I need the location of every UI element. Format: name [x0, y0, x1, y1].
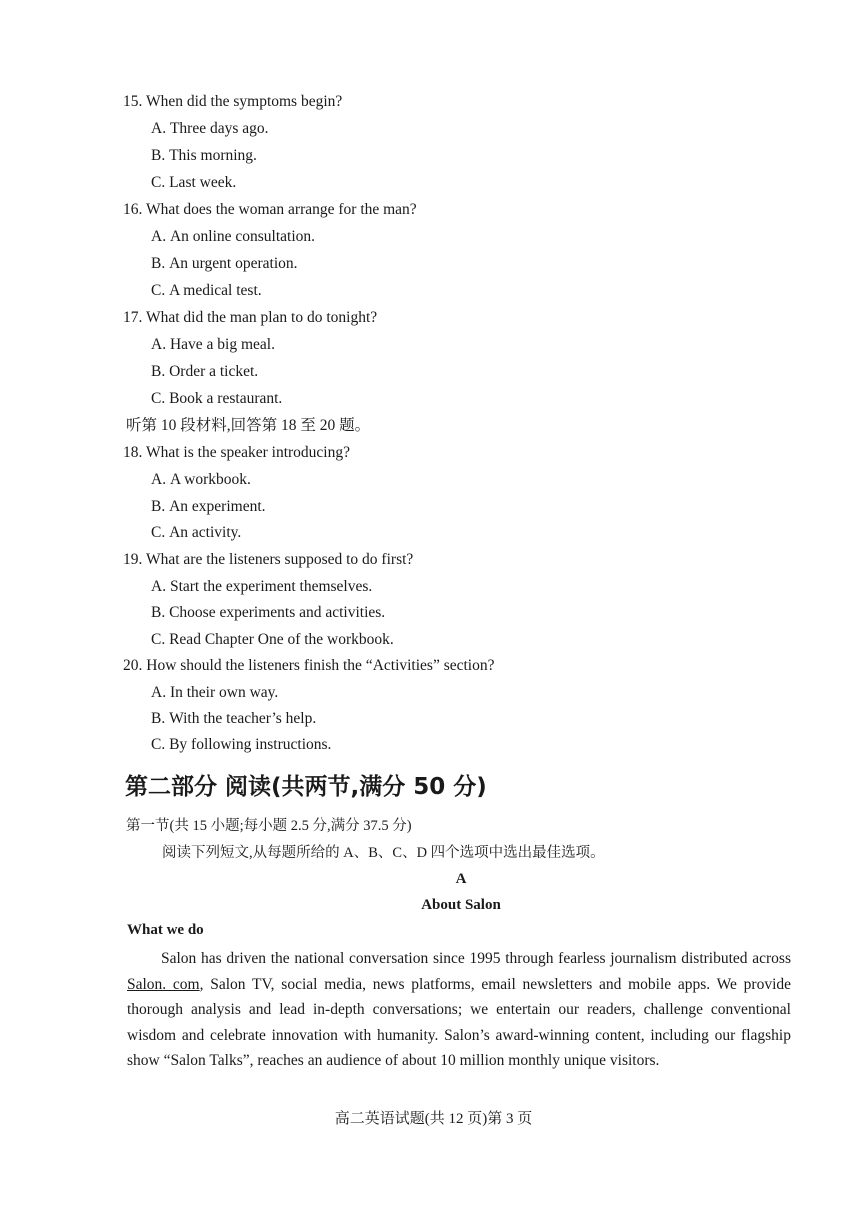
page-footer: 高二英语试题(共 12 页)第 3 页 [334, 1111, 533, 1127]
question-number: 20. [123, 657, 143, 674]
option-text: Order a ticket. [169, 363, 259, 380]
question-number: 17. [123, 309, 143, 326]
option-label: B. [151, 255, 166, 272]
option-label: A. [151, 228, 167, 245]
part-two-title: 第二部分 阅读(共两节,满分 50 分) [125, 774, 487, 800]
section-one-title: 第一节(共 15 小题;每小题 2.5 分,满分 37.5 分) [126, 818, 412, 834]
question-17 [123, 308, 377, 328]
option-label: C. [151, 524, 166, 541]
option-15-a [151, 119, 269, 139]
question-number: 19. [123, 551, 143, 568]
option-text: With the teacher’s help. [169, 710, 317, 727]
option-19-b [151, 603, 385, 623]
option-label: B. [151, 498, 166, 515]
option-label: B. [151, 604, 166, 621]
option-text: Book a restaurant. [169, 390, 283, 407]
question-20 [123, 656, 495, 676]
option-15-b [151, 146, 257, 166]
question-16 [123, 200, 417, 220]
option-16-b [151, 254, 298, 274]
question-text: What did the man plan to do tonight? [145, 309, 378, 326]
passage-title: About Salon [421, 897, 501, 913]
option-text: In their own way. [169, 684, 279, 701]
option-18-c [151, 523, 241, 543]
option-18-a [151, 470, 251, 490]
passage-paragraph [127, 946, 791, 1074]
option-label: B. [151, 710, 166, 727]
question-text: When did the symptoms begin? [145, 93, 343, 110]
option-label: A. [151, 336, 167, 353]
question-19 [123, 550, 413, 570]
question-number: 18. [123, 444, 143, 461]
salon-link[interactable]: Salon. com [127, 975, 200, 993]
option-16-c [151, 281, 262, 301]
section-one-instruction: 阅读下列短文,从每题所给的 A、B、C、D 四个选项中选出最佳选项。 [162, 845, 605, 861]
question-15 [123, 92, 342, 112]
option-label: B. [151, 147, 166, 164]
option-text: Have a big meal. [169, 336, 275, 353]
option-19-a [151, 577, 372, 597]
option-label: A. [151, 684, 167, 701]
option-text: A workbook. [169, 471, 251, 488]
option-19-c [151, 630, 394, 650]
option-text: A medical test. [169, 282, 262, 299]
option-text: An urgent operation. [169, 255, 298, 272]
question-number: 16. [123, 201, 143, 218]
option-17-c [151, 389, 282, 409]
option-20-a [151, 683, 278, 703]
option-17-b [151, 362, 258, 382]
option-label: A. [151, 471, 167, 488]
option-label: C. [151, 390, 166, 407]
option-20-b [151, 709, 316, 729]
option-18-b [151, 497, 266, 517]
option-text: Choose experiments and activities. [169, 604, 386, 621]
option-15-c [151, 173, 236, 193]
question-text: What does the woman arrange for the man? [145, 201, 417, 218]
option-label: B. [151, 363, 166, 380]
option-text: Start the experiment themselves. [169, 578, 373, 595]
question-text: What are the listeners supposed to do first? [145, 551, 414, 568]
option-text: Three days ago. [169, 120, 269, 137]
passage-letter: A [455, 871, 467, 887]
question-text: How should the listeners finish the “Activities” section? [146, 657, 495, 674]
option-text: An activity. [169, 524, 242, 541]
option-text: Last week. [169, 174, 237, 191]
option-label: A. [151, 120, 167, 137]
option-20-c [151, 735, 331, 755]
option-label: C. [151, 282, 166, 299]
option-text: An experiment. [169, 498, 266, 515]
option-text: This morning. [169, 147, 257, 164]
option-17-a [151, 335, 275, 355]
option-label: C. [151, 174, 166, 191]
paragraph-text: Salon has driven the national conversation since 1995 through fearless journalism distributed across [161, 950, 791, 967]
question-text: What is the speaker introducing? [145, 444, 350, 461]
option-text: Read Chapter One of the workbook. [169, 631, 394, 648]
option-label: C. [151, 631, 166, 648]
option-16-a [151, 227, 315, 247]
option-label: A. [151, 578, 167, 595]
option-label: C. [151, 736, 166, 753]
question-number: 15. [123, 93, 143, 110]
paragraph-text: , Salon TV, social media, news platforms, email newsletters and mobile apps. We provide thorough analysis and lead in-depth conversations; we entertain our readers, challenge conventional wisdom and celebrate innovation with humanity. Salon’s award-winning content, including our flagship show “Salon Talks”, reaches an audience of about 10 million monthly unique visitors. [127, 975, 791, 1070]
option-text: By following instructions. [169, 736, 332, 753]
passage-heading: What we do [127, 922, 204, 938]
question-18 [123, 443, 350, 463]
listening-instruction: 听第 10 段材料,回答第 18 至 20 题。 [126, 417, 371, 434]
option-text: An online consultation. [169, 228, 316, 245]
